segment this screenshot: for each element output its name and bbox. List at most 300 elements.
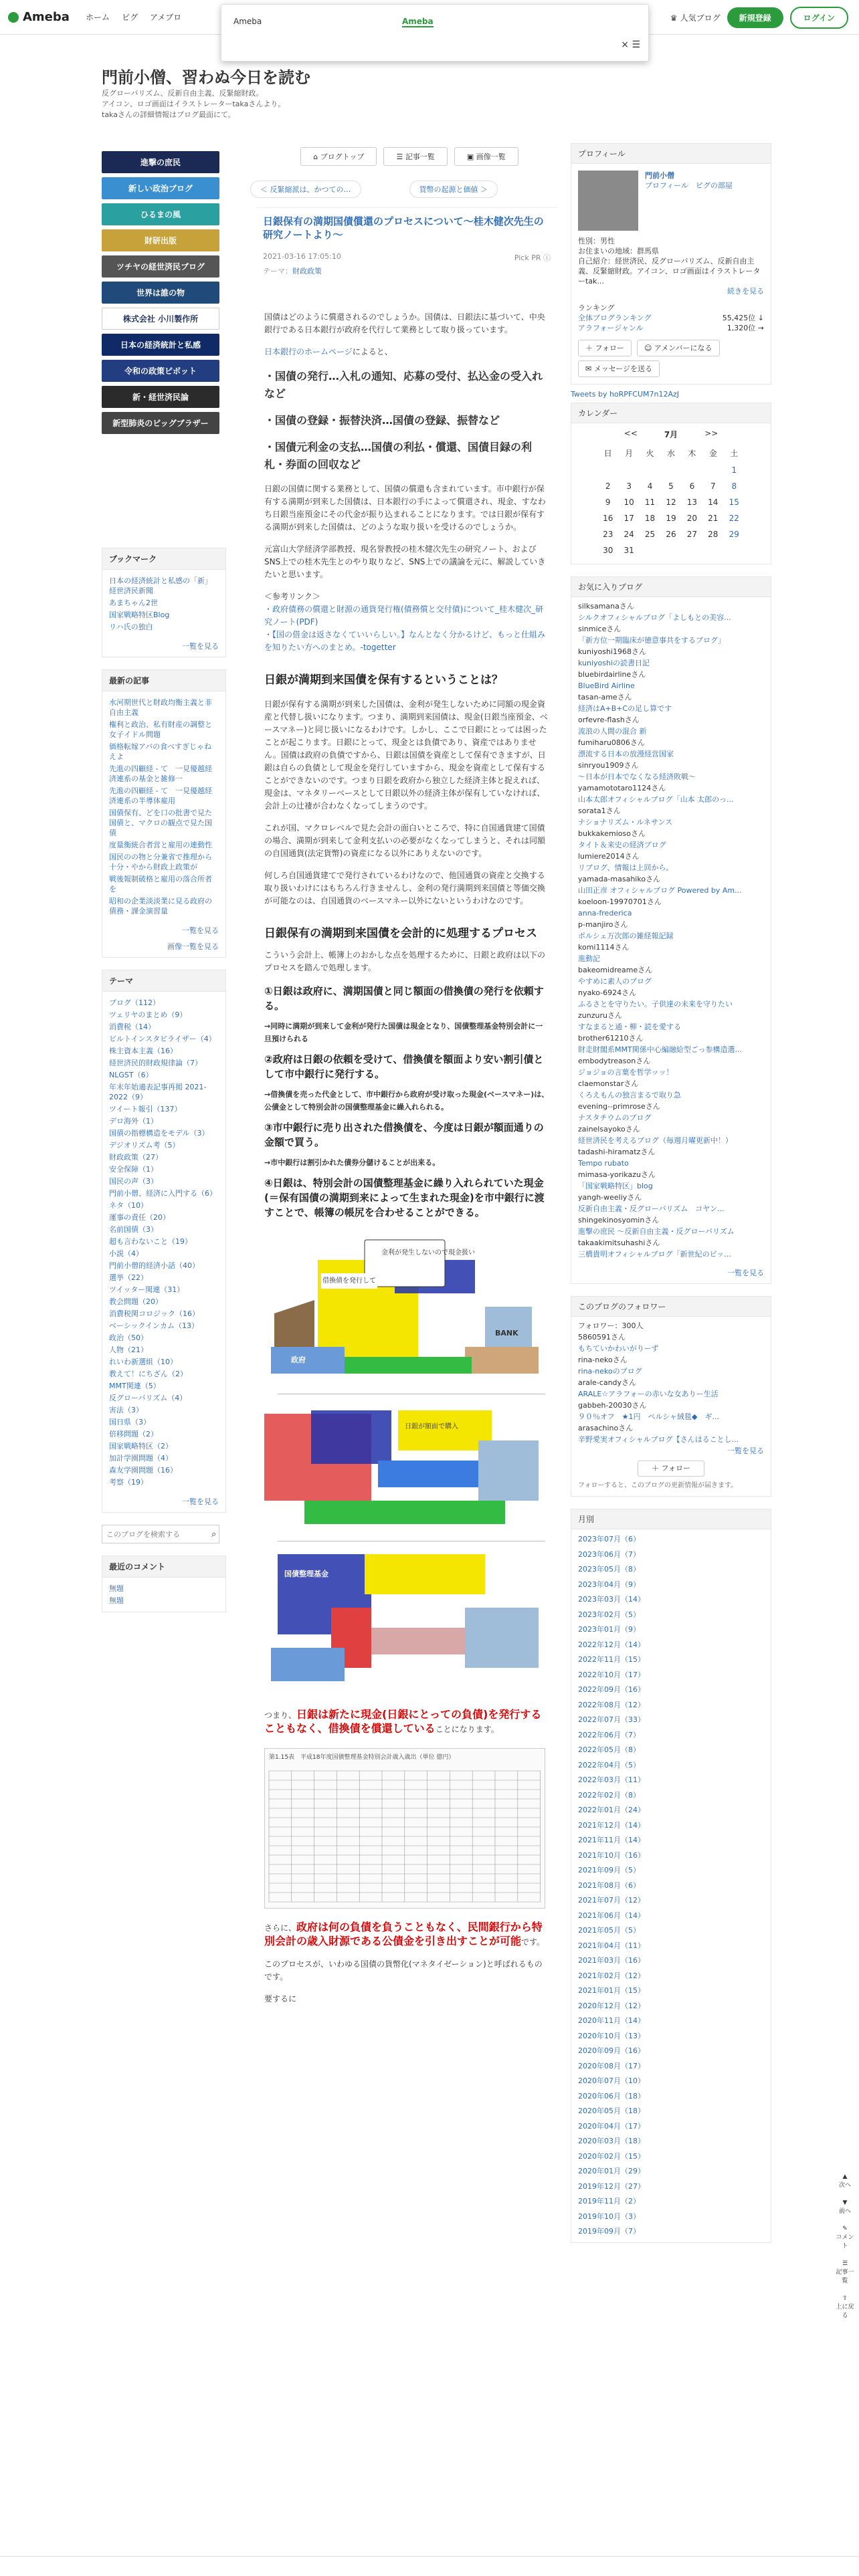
favorite-blog-title[interactable]: 〜日本が日本でなくなる経済敗戦〜 xyxy=(578,772,696,781)
monthly-archive-item[interactable]: 2020年01月（29） xyxy=(578,2167,645,2175)
bookmark-box xyxy=(102,548,226,657)
bookmark-item[interactable]: 日本の経済統計と私感の「新」経世済民新聞 xyxy=(109,576,212,595)
favorite-blog-user[interactable]: yangh-weeliyさん xyxy=(578,1193,642,1202)
favorite-blog-user[interactable]: komi1114さん xyxy=(578,943,630,952)
monthly-archive-item[interactable]: 2022年08月（12） xyxy=(578,1700,645,1709)
theme-item[interactable]: 国家戦略特区（2） xyxy=(109,1442,173,1451)
bookmark-item[interactable]: 国家戦略特区Blog xyxy=(109,611,170,619)
monthly-archive-item[interactable]: 2019年12月（27） xyxy=(578,2181,645,2191)
favorite-blog-user[interactable]: lumiere2014さん xyxy=(578,852,640,861)
twitter-timeline-link[interactable]: Tweets by hoRPFCUM7n12AzJ xyxy=(571,390,679,399)
favorite-blog-title[interactable]: 「新方位一期臨床が徳意事共をするブログ」 xyxy=(578,636,725,645)
article-theme-link[interactable]: 財政政策 xyxy=(292,267,322,276)
ranking-overall-link[interactable]: 全体ブログランキング xyxy=(578,314,652,322)
favorites-more-link[interactable]: 一覧を見る xyxy=(727,1269,764,1277)
follower-blog-title[interactable]: ９０％オフ ★1円 ペルシャ絨毯◆ ギ... xyxy=(578,1412,719,1421)
favorite-blog-user[interactable]: claemonstarさん xyxy=(578,1079,639,1088)
banner[interactable]: 新型肺炎のビッグブラザー xyxy=(102,412,219,434)
monthly-archive-item[interactable]: 2021年10月（16） xyxy=(578,1850,645,1860)
favorite-blog-title[interactable]: ナスタチウムのブログ xyxy=(578,1113,652,1122)
monthly-archive-item[interactable]: 2022年04月（5） xyxy=(578,1760,640,1769)
theme-item[interactable]: 株主資本主義（16） xyxy=(109,1047,177,1055)
calendar-day[interactable]: 24 xyxy=(624,530,634,539)
nav-home[interactable]: ホーム xyxy=(85,13,110,22)
follower-user[interactable]: arasachinoさん xyxy=(578,1424,634,1432)
monthly-archive-item[interactable]: 2021年01月（15） xyxy=(578,1986,645,1995)
recent-entry[interactable]: 国債保有、どを口の批書で見た国債と、マクロの観点で見た国債 xyxy=(109,809,212,837)
favorite-blog-title[interactable]: ナショナリズム・ルネサンス xyxy=(578,818,673,827)
monthly-archive-item[interactable]: 2023年06月（7） xyxy=(578,1549,640,1559)
favorite-blog-title[interactable]: くろえもんの独言まるで取り急 xyxy=(578,1091,681,1099)
monthly-archive-item[interactable]: 2020年12月（12） xyxy=(578,2001,645,2010)
theme-item[interactable]: 反グローバリズム（4） xyxy=(109,1394,187,1402)
calendar-day xyxy=(702,542,723,558)
search-icon[interactable]: ⌕ xyxy=(211,1529,217,1539)
favorite-blog-user[interactable]: bakeomidreameさん xyxy=(578,966,653,974)
monthly-archive-item[interactable]: 2019年10月（3） xyxy=(578,2212,640,2221)
favorite-blog-user[interactable]: zainelsayokoさん xyxy=(578,1125,640,1134)
favorite-blog-title[interactable]: タイト＆来史の経済ブログ xyxy=(578,841,666,849)
favorite-blog-user[interactable]: brother61210さん xyxy=(578,1034,644,1043)
theme-item[interactable]: ビルトインスタビライザー（4） xyxy=(109,1035,216,1043)
favorite-blog-title[interactable]: やすめに素人のブログ xyxy=(578,977,652,986)
theme-item[interactable]: 倍移問題（2） xyxy=(109,1430,158,1438)
highlight-text: 政府は何の負債を負うこともなく、民間銀行から特別会計の歳入財源である公債金を引き出すことが可能 xyxy=(264,1921,543,1947)
popular-blog-link[interactable]: ♛ 人気ブログ xyxy=(670,13,721,23)
monthly-archive-item[interactable]: 2022年01月（24） xyxy=(578,1806,645,1814)
calendar-day[interactable]: 11 xyxy=(644,498,656,507)
monthly-archive-item[interactable]: 2022年09月（16） xyxy=(578,1685,645,1694)
favorite-blog-title[interactable]: 山田正彦 オフィシャルブログ Powered by Am... xyxy=(578,886,742,895)
theme-item[interactable]: 加計学園問題（4） xyxy=(109,1454,173,1463)
monthly-archive-item[interactable]: 2020年04月（17） xyxy=(578,2121,645,2131)
banner[interactable]: 日本の経済統計と私感 xyxy=(102,334,219,356)
recent-images-link[interactable]: 画像一覧を見る xyxy=(167,942,219,951)
favorite-blog-title[interactable]: Tempo rubato xyxy=(578,1159,629,1168)
monthly-archive-item[interactable]: 2021年02月（12） xyxy=(578,1971,645,1980)
favorite-blog-user[interactable]: sinryou1909さん xyxy=(578,761,639,770)
theme-item[interactable]: 国民の声（3） xyxy=(109,1177,158,1186)
recent-entry[interactable]: 価格転嫁アバの食べすぎじゃねえよ xyxy=(109,742,212,761)
monthly-archive-item[interactable]: 2021年09月（5） xyxy=(578,1866,640,1874)
calendar-month: 7月 xyxy=(664,430,678,439)
calendar-day xyxy=(660,462,681,478)
favorite-blog-title[interactable]: シルクオフィシャルブログ「よしもとの美容... xyxy=(578,613,731,622)
ameba-logo[interactable]: Ameba xyxy=(8,10,70,24)
favorite-blog-user[interactable]: embodytreasonさん xyxy=(578,1057,651,1065)
recent-entries-box xyxy=(102,669,226,958)
theme-item[interactable]: 国日県（3） xyxy=(109,1418,151,1426)
theme-item[interactable]: 害法（3） xyxy=(109,1406,143,1414)
boj-homepage-link[interactable]: 日本銀行のホームページ xyxy=(264,347,353,356)
article-body xyxy=(256,311,557,2006)
favorite-blog-user[interactable]: evening--primroseさん xyxy=(578,1102,660,1111)
monthly-archive-item[interactable]: 2023年04月（9） xyxy=(578,1580,640,1589)
calendar-day[interactable]: 26 xyxy=(666,530,676,539)
favorite-blog-user[interactable]: yamada-masahikoさん xyxy=(578,875,661,883)
monthly-archive-item[interactable]: 2020年10月（13） xyxy=(578,2031,645,2040)
theme-heading: テーマ xyxy=(102,970,225,992)
calendar-day[interactable]: 28 xyxy=(708,530,719,539)
banner[interactable]: ひるまの風 xyxy=(102,203,219,225)
theme-item[interactable]: ツイッター関連（31） xyxy=(109,1285,185,1294)
popup-close-icon[interactable]: × ☰ xyxy=(621,39,640,50)
calendar-day[interactable]: 18 xyxy=(644,514,656,523)
popup-ameba-link[interactable]: Ameba xyxy=(402,17,434,26)
calendar-day[interactable]: 12 xyxy=(666,498,676,507)
message-button[interactable]: ✉ メッセージを送る xyxy=(578,360,660,377)
theme-item[interactable]: NLGST（6） xyxy=(109,1071,153,1079)
favorite-blog-user[interactable]: zunzuruさん xyxy=(578,1011,622,1020)
theme-item[interactable]: 国債の指標構造をモデル（3） xyxy=(109,1129,209,1138)
calendar-day[interactable]: 6 xyxy=(689,481,695,491)
left-sidebar xyxy=(102,151,226,1624)
recent-entry[interactable]: 権利と政治、私有財産の調整と女子イドル問題 xyxy=(109,720,212,739)
calendar-heading: カレンダー xyxy=(571,403,771,423)
monthly-archive-item[interactable]: 2021年11月（14） xyxy=(578,1836,645,1844)
comments-heading: 最近のコメント xyxy=(102,1556,225,1578)
favorite-blog-user[interactable]: shingekinosyominさん xyxy=(578,1216,660,1224)
favorite-blog-title[interactable]: 進動記 xyxy=(578,954,600,963)
tab-blog-top[interactable]: ⌂ ブログトップ xyxy=(300,147,377,166)
theme-item[interactable]: デジオリズム考（5） xyxy=(109,1141,180,1150)
monthly-archive-item[interactable]: 2021年12月（14） xyxy=(578,1820,645,1830)
monetization-flow-diagram[interactable] xyxy=(264,1233,552,1695)
table-caption: 第1.15表 平成18年度国債整理基金特別会計歳入歳出（単位 億円） xyxy=(269,1754,455,1761)
banner[interactable]: 株式会社 小川製作所 xyxy=(102,308,219,330)
banner[interactable]: 新しい政治ブログ xyxy=(102,177,219,199)
favorite-blog-title[interactable]: 財走財閣系MMT関係中心編融給型ごっ参構造選... xyxy=(578,1045,742,1054)
theme-item[interactable]: 消費税（14） xyxy=(109,1023,155,1031)
monthly-archive-item[interactable]: 2023年05月（8） xyxy=(578,1565,640,1574)
theme-item[interactable]: デロ海外（1） xyxy=(109,1117,158,1125)
monthly-archive-item[interactable]: 2022年02月（8） xyxy=(578,1790,640,1800)
calendar-prev[interactable]: << xyxy=(624,429,638,438)
bookmark-item[interactable]: あまちゃん2世 xyxy=(109,599,158,607)
paragraph: つまり、日銀は新たに現金(日銀にとっての負債)を発行することもなく、借換債を償還していることになります。 xyxy=(264,1708,542,1735)
reference-link-pdf[interactable]: ・政府債務の償還と財源の通貨発行権(債務償と交付債)について_桂木健次_研究ノート(PDF) xyxy=(264,605,544,627)
theme-item[interactable]: れいわ新選組（10） xyxy=(109,1358,177,1366)
calendar-day[interactable]: 9 xyxy=(605,498,611,507)
nav-pigg[interactable]: ピグ xyxy=(121,13,138,22)
theme-item[interactable]: 経世済民的財政規律論（7） xyxy=(109,1059,202,1067)
theme-item[interactable]: 教えて！にちざん（2） xyxy=(109,1370,187,1378)
calendar-day[interactable]: 22 xyxy=(729,514,739,523)
favorite-blog-user[interactable]: bluebirdairlineさん xyxy=(578,670,646,679)
monthly-archive-item[interactable]: 2021年05月（5） xyxy=(578,1926,640,1935)
theme-item[interactable]: 消費税関コロジック（16） xyxy=(109,1309,199,1318)
followers-more-link[interactable]: 一覧を見る xyxy=(727,1446,764,1455)
calendar-day xyxy=(618,462,639,478)
calendar-day[interactable]: 20 xyxy=(686,514,698,523)
theme-item[interactable]: 運事の責任（20） xyxy=(109,1213,170,1222)
monthly-archive-item[interactable]: 2021年06月（14） xyxy=(578,1911,645,1920)
favorite-blog-title[interactable]: 漂流する日本の放漫経営国家 xyxy=(578,750,674,758)
monthly-archive-item[interactable]: 2020年02月（15） xyxy=(578,2151,645,2161)
favorite-blog-user[interactable]: koeloon-19970701さん xyxy=(578,897,662,906)
follower-blog-title[interactable]: もちていかわいがりーず xyxy=(578,1344,659,1353)
follower-list xyxy=(578,1332,764,1445)
calendar-grid xyxy=(597,444,745,558)
monthly-archive-item[interactable]: 2021年03月（16） xyxy=(578,1956,645,1965)
calendar-day[interactable]: 1 xyxy=(731,465,737,475)
theme-item[interactable]: 超も言わないこと（19） xyxy=(109,1237,192,1246)
followers-heading: このブログのフォロワー xyxy=(571,1297,771,1317)
theme-item[interactable]: 選挙（22） xyxy=(109,1273,148,1282)
favorite-blog-title[interactable]: ふるさとを守りたい。子供達の未来を守りたい xyxy=(578,1000,733,1008)
calendar-day[interactable]: 23 xyxy=(603,530,613,539)
calendar-day[interactable]: 4 xyxy=(647,481,653,491)
prev-entry-button[interactable]: ▼ 前へ xyxy=(838,2199,851,2215)
blog-title[interactable]: 門前小僧、習わぬ今日を読む xyxy=(102,68,310,87)
calendar-day[interactable]: 2 xyxy=(605,481,611,491)
followers-follow-button[interactable]: ＋ フォロー xyxy=(638,1461,704,1477)
calendar-day[interactable]: 16 xyxy=(603,514,613,523)
favorite-blog-user[interactable]: sorata1さん xyxy=(578,807,621,815)
back-to-top-button[interactable]: ⇧ 上に戻る xyxy=(836,2295,854,2319)
monthly-archive-item[interactable]: 2020年03月（18） xyxy=(578,2137,645,2145)
pick-pr-label[interactable]: Pick PR ⓘ xyxy=(514,253,551,262)
theme-item[interactable]: 教会問題（20） xyxy=(109,1297,163,1306)
follow-button[interactable]: ＋ フォロー xyxy=(578,340,632,356)
monthly-archive-item[interactable]: 2020年09月（16） xyxy=(578,2046,645,2055)
paragraph: 何しろ自国通貨建てで発行されているわけなので、他国通貨の資産と交換する取り扱いわけにはもちろん行きませんし、金利の発行満期到来国債と等価交換が可能なのは、自国通貨のベースマネー以外にないというわけなのです。 xyxy=(264,871,546,905)
favorite-blog-user[interactable]: fumiharu0806さん xyxy=(578,738,645,747)
paragraph: このプロセスが、いわゆる国債の貨幣化(マネタイゼーション)と呼ばれるものです。 xyxy=(264,1959,543,1981)
comment-button[interactable]: ✎ コメント xyxy=(836,2226,854,2250)
monthly-heading: 月別 xyxy=(571,1509,771,1529)
ranking-genre-link[interactable]: アラフォージャンル xyxy=(578,324,644,332)
entry-list-button[interactable]: ☰ 記事一覧 xyxy=(836,2260,854,2284)
calendar-day xyxy=(682,542,702,558)
monthly-archive-item[interactable]: 2022年11月（15） xyxy=(578,1655,645,1664)
comment-item[interactable]: 無題 xyxy=(109,1596,124,1605)
profile-body: 門前小僧 プロフィール ピグの部屋 性別：男性 お住まいの地域：群馬県 自己紹介：経世済民、反グローバリズム、反新自由主義、反緊縮財政。アイコン、ロゴ画面はイラストレーターtak... 続きを見る ランキング 全体ブログランキング 55,425位 ↓ アラフォージャンル 1,320位 → ＋ フォロー ☺ アメンバーになる ✉ メッセージを送る xyxy=(571,164,771,384)
calendar-day[interactable]: 31 xyxy=(624,546,634,555)
favorite-blog-title[interactable]: anna-frederica xyxy=(578,909,632,918)
theme-item[interactable]: ツェリヤのまとめ（9） xyxy=(109,1010,187,1019)
monthly-archive-item[interactable]: 2022年10月（17） xyxy=(578,1670,645,1679)
favorite-blog-title[interactable]: すなまると通・柳・読を愛する xyxy=(578,1023,681,1031)
profile-links[interactable]: プロフィール ピグの部屋 xyxy=(645,181,733,190)
theme-item[interactable]: 森友学園問題（16） xyxy=(109,1466,177,1475)
recent-entry[interactable]: 先進の四顧経 - て 一見優越経済連系の基金と雑修一 xyxy=(109,764,212,783)
monthly-archive-item[interactable]: 2020年05月（18） xyxy=(578,2107,645,2115)
recent-entry[interactable]: 昭和の企業淡淡業に見る政府の債務・課金演習量 xyxy=(109,897,212,916)
theme-item[interactable]: 名前国債（3） xyxy=(109,1225,158,1234)
favorite-blog-title[interactable]: 反新自由主義・反グローバリズム コヤン... xyxy=(578,1204,725,1213)
favorite-blog-user[interactable]: nyako-6924さん xyxy=(578,988,637,997)
step-note: →市中銀行は割引かれた債券分儲けることが出来る。 xyxy=(264,1158,440,1167)
banner[interactable]: 令和の政策ピボット xyxy=(102,360,219,382)
monthly-archive-item[interactable]: 2019年09月（7） xyxy=(578,2227,640,2236)
favorite-blog-title[interactable]: BlueBird Airline xyxy=(578,681,635,690)
monthly-archive-item[interactable]: 2022年03月（11） xyxy=(578,1776,645,1784)
calendar-day[interactable]: 8 xyxy=(731,481,737,491)
theme-item[interactable]: 安全保障（1） xyxy=(109,1165,158,1174)
nav-ameblo[interactable]: アメブロ xyxy=(149,13,182,22)
calendar-day[interactable]: 13 xyxy=(686,498,698,507)
favorite-blog-title[interactable]: 流浪の人間の混合 新 xyxy=(578,727,647,736)
follower-blog-title[interactable]: 辛野愛実オフィシャルブログ【さんはることし... xyxy=(578,1435,739,1444)
calendar-day[interactable]: 19 xyxy=(666,514,676,523)
banner[interactable]: 世界は誰の物 xyxy=(102,282,219,304)
favorite-blog-title[interactable]: 三橋貴明オフィシャルブログ「新世紀のビッ... xyxy=(578,1250,731,1259)
favorite-blog-title[interactable]: ポルシェ万次郎の雑経報記録 xyxy=(578,932,674,940)
bookmark-item[interactable]: リハ氏の独白 xyxy=(109,623,153,631)
favorite-blog-title[interactable]: ジョジョの言葉を哲学ッッ！ xyxy=(578,1068,674,1077)
favorite-blog-user[interactable]: silksamanaさん xyxy=(578,602,634,611)
reference-link-togetter[interactable]: ・【国の借金は返さなくていいらしい。】なんとなく分かるけど、もっと仕組みを知りたい方へのまとめ。-togetter xyxy=(264,630,546,652)
bullet: ・国債の発行…入札の通知、応募の受付、払込金の受入れなど xyxy=(264,370,543,400)
diagram-svg xyxy=(264,1233,552,1695)
diagram-label-boj: 日本銀行 xyxy=(398,1269,427,1277)
favorite-blog-user[interactable]: kuniyoshi1968さん xyxy=(578,647,647,656)
monthly-archive-item[interactable]: 2019年11月（2） xyxy=(578,2197,640,2206)
follower-blog-title[interactable]: ARALE☆アラフォーの赤いな女ありー生活 xyxy=(578,1390,719,1398)
article xyxy=(256,207,557,2006)
calendar-next[interactable]: >> xyxy=(704,429,719,438)
monthly-archive-item[interactable]: 2022年06月（7） xyxy=(578,1730,640,1739)
amember-button[interactable]: ☺ アメンバーになる xyxy=(637,340,720,356)
favorite-blog-user[interactable]: orfevre-flashさん xyxy=(578,716,640,724)
follower-user[interactable]: gabbeh-20030さん xyxy=(578,1401,647,1410)
favorite-blog-title[interactable]: kuniyoshiの読書日記 xyxy=(578,659,650,667)
favorite-blog-user[interactable]: bukkakemiosoさん xyxy=(578,829,646,838)
theme-item[interactable]: ツイート報引（137） xyxy=(109,1105,182,1113)
article-title[interactable]: 日銀保有の満期国債償還のプロセスについて〜桂木健次先生の研究ノートより〜 xyxy=(263,215,544,241)
tab-entry-list[interactable]: ☰ 記事一覧 xyxy=(383,147,447,166)
prev-entry-link[interactable]: ＜ 反緊縮派は、かつての… xyxy=(250,181,361,198)
recent-entry[interactable]: 先進の四顧経 - て 一見優越経済連系の半導体雇用 xyxy=(109,786,212,805)
budget-table-image[interactable] xyxy=(264,1748,545,1909)
monthly-archive-item[interactable]: 2023年01月（9） xyxy=(578,1625,640,1634)
monthly-archive-item[interactable]: 2020年08月（17） xyxy=(578,2061,645,2070)
profile-name[interactable]: 門前小僧 xyxy=(645,171,674,180)
recent-entry[interactable]: 戦後報制破格と雇用の落合所者を xyxy=(109,875,212,893)
recent-entry[interactable]: 度量衡統合者営と雇用の連動性 xyxy=(109,841,212,849)
calendar-day[interactable]: 15 xyxy=(729,498,739,507)
calendar-day[interactable]: 21 xyxy=(708,514,719,523)
monthly-archive-item[interactable]: 2021年04月（11） xyxy=(578,1941,645,1950)
bookmark-more-link[interactable]: 一覧を見る xyxy=(182,642,219,651)
favorite-blog-title[interactable]: 「国家戦略特区」blog xyxy=(578,1182,653,1190)
theme-item[interactable]: 小説（4） xyxy=(109,1249,143,1258)
monthly-archive-item[interactable]: 2020年11月（14） xyxy=(578,2016,645,2025)
profile-more-link[interactable]: 続きを見る xyxy=(727,287,764,296)
favorite-blog-user[interactable]: yamamototaro1124さん xyxy=(578,784,666,792)
favorite-blog-title[interactable]: 山本太郎オフィシャルブログ「山本 太郎のっ... xyxy=(578,795,734,804)
calendar-day[interactable]: 30 xyxy=(603,546,613,555)
monthly-archive-item[interactable]: 2020年06月（18） xyxy=(578,2091,645,2101)
monthly-archive-item[interactable]: 2022年05月（8） xyxy=(578,1745,640,1754)
favorite-blog-user[interactable]: p-manjiroさん xyxy=(578,920,628,929)
calendar-day[interactable]: 7 xyxy=(710,481,716,491)
follower-blog-title[interactable]: rina-nekoのブログ xyxy=(578,1367,642,1376)
login-button[interactable]: ログイン xyxy=(790,7,848,29)
favorite-blog-title[interactable]: リブログ、情報は上回から。 xyxy=(578,863,674,872)
monthly-archive-item[interactable]: 2020年07月（10） xyxy=(578,2076,645,2085)
follower-user[interactable]: 5860591さん xyxy=(578,1333,626,1341)
theme-item[interactable]: 財政政策（27） xyxy=(109,1153,163,1162)
follower-user[interactable]: arale-candyさん xyxy=(578,1378,637,1387)
recent-entry[interactable]: 水河期世代と財政均衡主義と非自由主義 xyxy=(109,698,212,717)
favorite-blog-user[interactable]: tasan-ameさん xyxy=(578,693,632,702)
monthly-archive-item[interactable]: 2023年07月（6） xyxy=(578,1535,640,1543)
banner[interactable]: 進撃の庶民 xyxy=(102,151,219,173)
monthly-archive-item[interactable]: 2023年03月（14） xyxy=(578,1595,645,1604)
bullet: ・国債の登録・振替決済…国債の登録、振替など xyxy=(264,414,500,427)
favorite-blog-title[interactable]: 経済はA+B+Cの足し算です xyxy=(578,704,672,713)
tab-image-list[interactable]: ▣ 画像一覧 xyxy=(454,147,518,166)
banner[interactable]: 財研出版 xyxy=(102,229,219,251)
theme-item[interactable]: ブログ（112） xyxy=(109,998,160,1007)
theme-item[interactable]: 門前小僧、経済に入門する（6） xyxy=(109,1189,217,1198)
theme-item[interactable]: ベーシックインカム（13） xyxy=(109,1321,199,1330)
section-heading: 日銀保有の満期到来国債を会計的に処理するプロセス xyxy=(264,927,537,940)
favorite-blog-user[interactable]: tadashi-hiramatzさん xyxy=(578,1148,656,1156)
monthly-archive-item[interactable]: 2022年07月（33） xyxy=(578,1715,645,1724)
monthly-archive-item[interactable]: 2021年08月（6） xyxy=(578,1881,640,1890)
signup-button[interactable]: 新規登録 xyxy=(727,7,783,28)
calendar-day[interactable]: 29 xyxy=(729,530,739,539)
banner[interactable]: 新・経世済民論 xyxy=(102,386,219,408)
article-theme: テーマ：財政政策 xyxy=(263,267,322,276)
next-entry-button[interactable]: ▲ 次へ xyxy=(838,2173,851,2189)
favorite-blog-user[interactable]: mimasa-yorikazuさん xyxy=(578,1170,656,1179)
banner[interactable]: ツチヤの経世済民ブログ xyxy=(102,255,219,278)
theme-item[interactable]: ネタ（10） xyxy=(109,1201,148,1210)
monthly-archive-item[interactable]: 2023年02月（5） xyxy=(578,1610,640,1619)
calendar-day[interactable]: 17 xyxy=(624,514,634,523)
calendar-day[interactable]: 14 xyxy=(708,498,719,507)
favorite-blog-title[interactable]: 経世済民を考えるブログ（毎週月曜更新中！） xyxy=(578,1136,733,1145)
favorite-blog-title[interactable]: 進撃の庶民 〜反新自由主義・反グローバリズム xyxy=(578,1227,735,1236)
theme-item[interactable]: 政治（50） xyxy=(109,1333,148,1342)
monthly-archive-item[interactable]: 2022年12月（14） xyxy=(578,1640,645,1649)
calendar-day[interactable]: 27 xyxy=(686,530,698,539)
followers-box: このブログのフォロワー フォロワー：300人 5860591さん もちていかわいがりーず rina-nekoさん rina-nekoのブログ arale-candyさん ARALE☆アラフォーの赤いな女ありー生活 gabbeh-20030さん ９０％オフ ★1円 ペルシャ絨毯◆ ギ... arasachinoさん 辛野愛実オフィシャルブログ【さんはることし... 一覧を見る ＋ フォロー フォローすると、このブログの更新情報が届きます。 xyxy=(571,1296,771,1497)
recent-comments-box xyxy=(102,1555,226,1612)
step-note: →同時に満期が到来して金利が発行た国債は現金となり、国債整理基金特別会計に一旦預けられる xyxy=(264,1022,543,1043)
comment-item[interactable]: 無題 xyxy=(109,1584,124,1593)
favorites-heading: お気に入りブログ xyxy=(571,577,771,597)
blog-search-input[interactable] xyxy=(102,1530,207,1539)
calendar-day[interactable]: 5 xyxy=(668,481,674,491)
theme-item[interactable]: 年末年始適表記事再掲 2021-2022（9） xyxy=(109,1083,207,1101)
theme-item[interactable]: MMT関連（5） xyxy=(109,1382,161,1390)
recent-entry[interactable]: 国民のの物と分兼省で推理から十分・やから財政上政策が xyxy=(109,853,212,871)
calendar-weekday: 木 xyxy=(688,449,696,458)
favorite-blog-user[interactable]: takaakimitsuhashiさん xyxy=(578,1239,660,1247)
theme-item[interactable]: 門前小僧的経済小話（40） xyxy=(109,1261,199,1270)
table-grid xyxy=(265,1767,545,1907)
follower-user[interactable]: rina-nekoさん xyxy=(578,1356,628,1364)
avatar[interactable] xyxy=(578,171,638,231)
calendar-day xyxy=(640,542,660,558)
next-entry-link[interactable]: 貨幣の起源と価値 ＞ xyxy=(409,181,498,198)
article-meta xyxy=(263,252,551,263)
theme-item[interactable]: 考察（19） xyxy=(109,1478,148,1487)
recent-more-link[interactable]: 一覧を見る xyxy=(182,926,219,935)
calendar-day[interactable]: 10 xyxy=(624,498,634,507)
calendar-day[interactable]: 3 xyxy=(626,481,632,491)
calendar-day[interactable]: 25 xyxy=(644,530,656,539)
monthly-archive-item[interactable]: 2021年07月（12） xyxy=(578,1896,645,1905)
theme-item[interactable]: 人物（21） xyxy=(109,1346,148,1354)
favorite-blog-user[interactable]: sinmiceさん xyxy=(578,625,622,633)
theme-more-link[interactable]: 一覧を見る xyxy=(182,1497,219,1506)
